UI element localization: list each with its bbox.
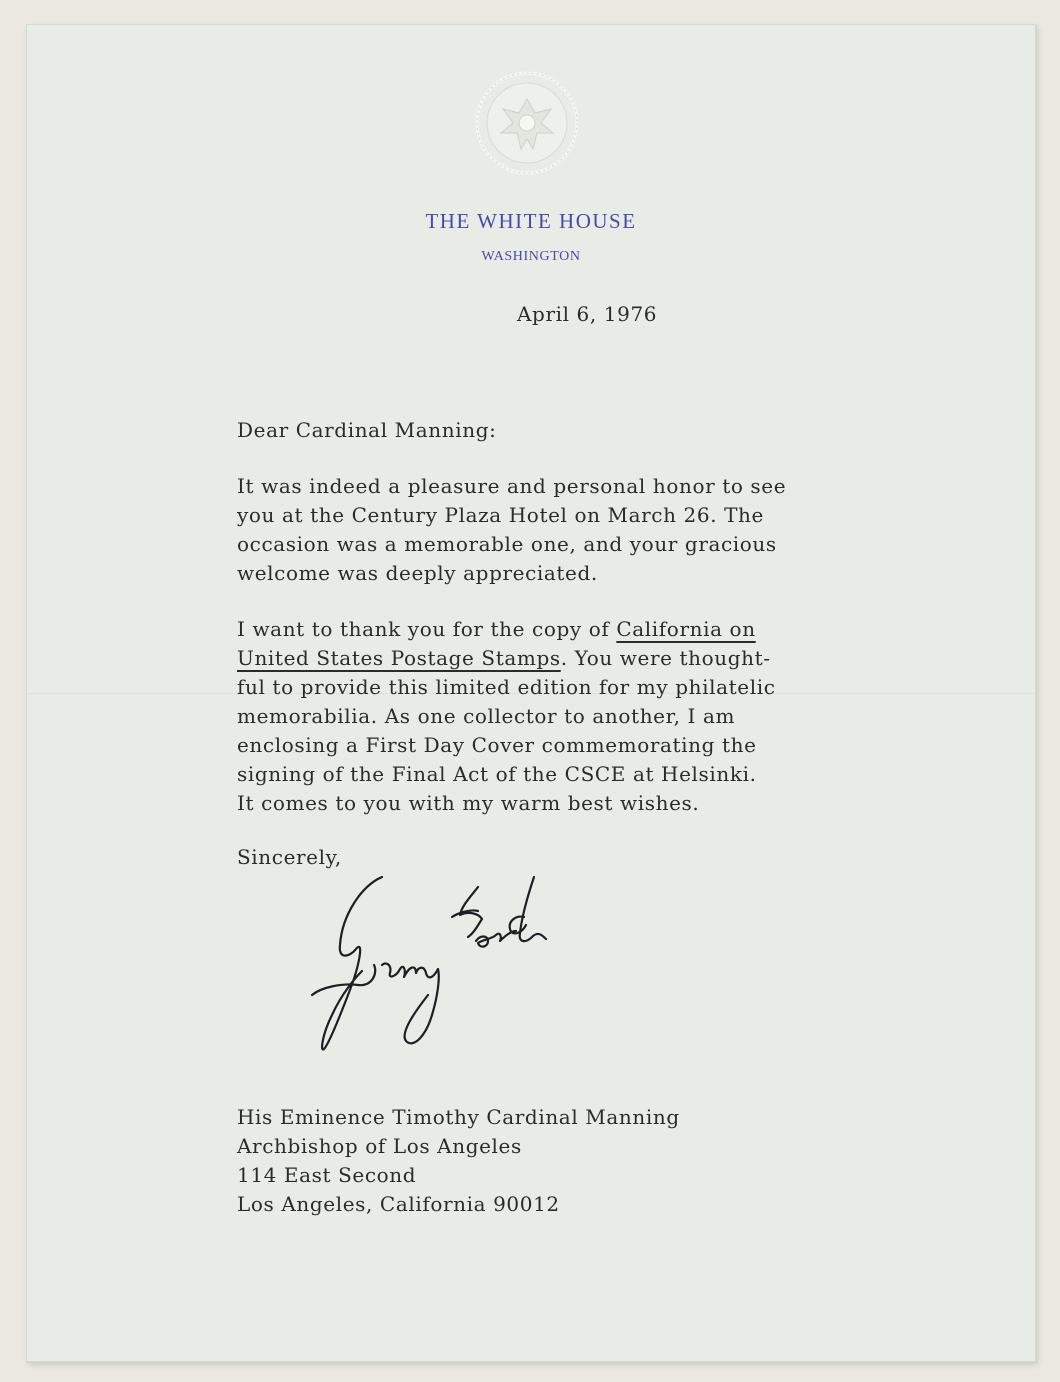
closing: Sincerely,	[237, 845, 342, 869]
address-line: Archbishop of Los Angeles	[237, 1134, 522, 1158]
signature-handwritten	[302, 865, 572, 1055]
recipient-address	[237, 1103, 680, 1219]
address-line: Los Angeles, California 90012	[237, 1192, 560, 1216]
book-title-part-1: California on	[616, 617, 756, 641]
embossed-seal-icon	[475, 69, 579, 177]
salutation: Dear Cardinal Manning:	[237, 418, 497, 442]
paragraph-line	[237, 644, 776, 673]
paragraph-line	[237, 615, 776, 644]
paragraph-line: occasion was a memorable one, and your gracious	[237, 532, 777, 556]
paragraph-line: memorabilia. As one collector to another, I am	[237, 704, 736, 728]
paragraph-line: ful to provide this limited edition for my philatelic	[237, 675, 776, 699]
paragraph-text: I want to thank you for the copy of	[237, 617, 617, 641]
paragraph-line: enclosing a First Day Cover commemorating the	[237, 733, 757, 757]
address-line: His Eminence Timothy Cardinal Manning	[237, 1105, 680, 1129]
letter-sheet	[26, 24, 1036, 1362]
book-title-part-2: United States Postage Stamps	[237, 646, 561, 670]
paragraph-2	[237, 615, 776, 818]
paragraph-line: It was indeed a pleasure and personal honor to see	[237, 474, 787, 498]
paragraph-line: you at the Century Plaza Hotel on March 26. The	[237, 503, 764, 527]
paragraph-line: signing of the Final Act of the CSCE at Helsinki.	[237, 762, 757, 786]
letter-date: April 6, 1976	[517, 302, 658, 326]
paragraph-line: welcome was deeply appreciated.	[237, 561, 598, 585]
paragraph-line: It comes to you with my warm best wishes.	[237, 791, 700, 815]
letterhead-title: THE WHITE HOUSE	[425, 209, 637, 233]
letterhead-city: WASHINGTON	[481, 249, 581, 264]
paragraph-text: . You were thought-	[560, 646, 771, 670]
paragraph-1	[237, 472, 786, 588]
address-line: 114 East Second	[237, 1163, 417, 1187]
